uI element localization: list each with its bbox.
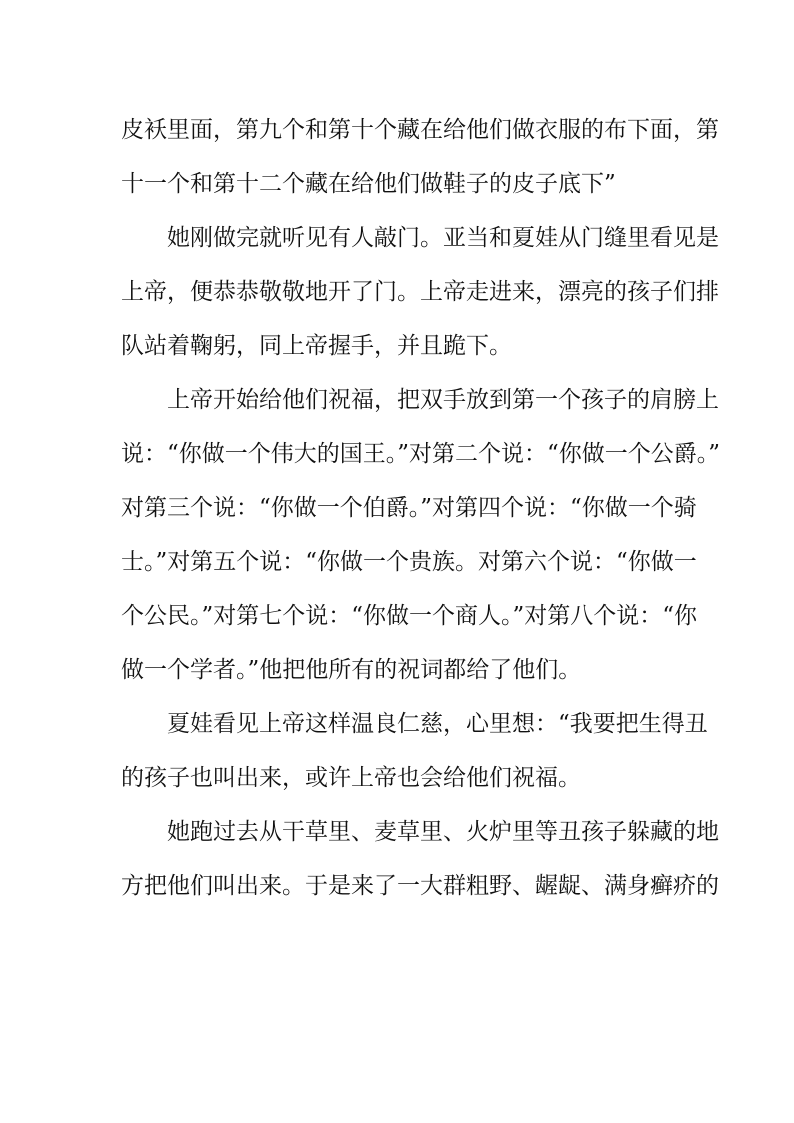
text-line: 夏娃看见上帝这样温良仁慈，心里想：“我要把生得丑 — [167, 711, 708, 737]
text-line: 上帝开始给他们祝福，把双手放到第一个孩子的肩膀上 — [167, 387, 719, 413]
text-line: 个公民。”对第七个说：“你做一个商人。”对第八个说：“你 — [121, 603, 698, 629]
text-line: 士。”对第五个说：“你做一个贵族。对第六个说：“你做一 — [121, 549, 697, 575]
text-line: 对第三个说：“你做一个伯爵。”对第四个说：“你做一个骑 — [121, 495, 697, 521]
text-line: 队站着鞠躬，同上帝握手，并且跪下。 — [121, 333, 512, 359]
text-line: 上帝，便恭恭敬敬地开了门。上帝走进来，漂亮的孩子们排 — [121, 279, 719, 305]
paragraph — [121, 697, 708, 805]
text-line: 皮袄里面，第九个和第十个藏在给他们做衣服的布下面，第 — [121, 117, 719, 143]
document-body — [121, 103, 721, 913]
text-line: 说：“你做一个伟大的国王。”对第二个说：“你做一个公爵。” — [121, 441, 721, 467]
paragraph — [121, 211, 719, 373]
paragraph — [121, 805, 719, 913]
text-line: 十一个和第十二个藏在给他们做鞋子的皮子底下” — [121, 171, 616, 197]
paragraph — [121, 373, 721, 697]
paragraph — [121, 103, 719, 211]
text-line: 她刚做完就听见有人敲门。亚当和夏娃从门缝里看见是 — [167, 225, 719, 251]
text-line: 她跑过去从干草里、麦草里、火炉里等丑孩子躲藏的地 — [167, 819, 719, 845]
text-line: 的孩子也叫出来，或许上帝也会给他们祝福。 — [121, 765, 581, 791]
text-line: 做一个学者。”他把他所有的祝词都给了他们。 — [121, 657, 582, 683]
text-line: 方把他们叫出来。于是来了一大群粗野、龌龊、满身癣疥的 — [121, 873, 719, 899]
